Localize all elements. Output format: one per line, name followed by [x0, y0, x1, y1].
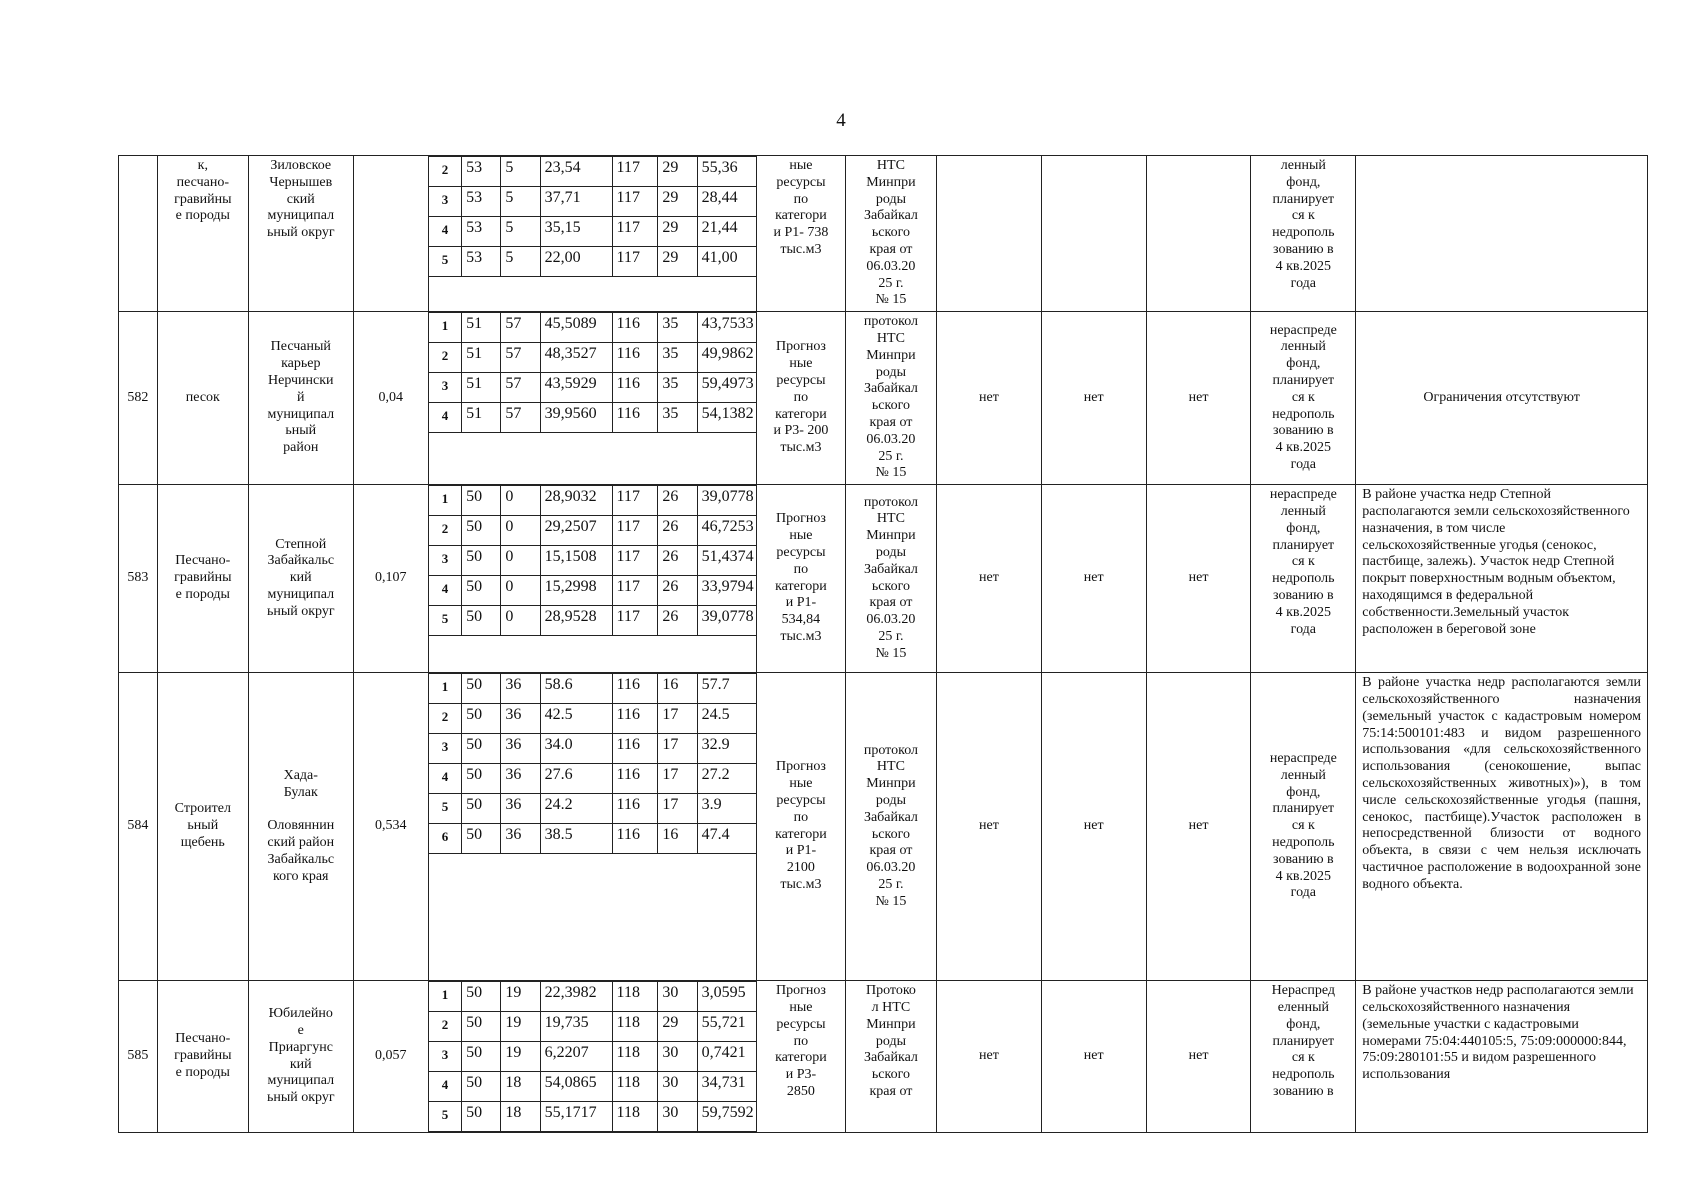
resources-table	[118, 155, 1648, 1133]
lon-seconds: 21,44	[697, 217, 756, 247]
lon-degrees: 117	[612, 576, 658, 606]
lat-degrees: 50	[462, 546, 501, 576]
lon-minutes: 26	[658, 606, 697, 636]
coordinate-row	[429, 343, 756, 373]
lat-seconds: 45,5089	[540, 313, 612, 343]
lat-seconds: 19,735	[540, 1012, 612, 1042]
lat-minutes: 0	[501, 546, 540, 576]
lon-seconds: 57.7	[697, 674, 756, 704]
coordinate-row	[429, 486, 756, 516]
coordinate-row	[429, 674, 756, 704]
lat-degrees: 50	[462, 516, 501, 546]
lat-degrees: 50	[462, 704, 501, 734]
restriction-2: нет	[1083, 389, 1104, 405]
lat-minutes: 36	[501, 704, 540, 734]
mineral-type: Песчано- гравийны е породы	[174, 553, 232, 603]
area: 0,534	[375, 818, 407, 834]
coordinate-row	[429, 1012, 756, 1042]
resources: Прогноз ные ресурсы по категори и Р1- 534,84 тыс.м3	[775, 511, 827, 645]
protocol: протокол НТС Минпри роды Забайкал ьского края от 06.03.20 25 г. № 15	[863, 314, 918, 481]
lat-minutes: 18	[501, 1102, 540, 1132]
point-number: 1	[429, 674, 462, 704]
lat-minutes: 0	[501, 486, 540, 516]
lat-minutes: 0	[501, 516, 540, 546]
lon-degrees: 116	[612, 764, 658, 794]
coordinate-table	[429, 673, 756, 854]
point-number: 5	[429, 794, 462, 824]
page-number: 4	[836, 110, 846, 131]
coordinate-row	[429, 546, 756, 576]
coordinate-row	[429, 1042, 756, 1072]
area	[354, 232, 428, 236]
table-row	[119, 156, 1648, 312]
protocol: протокол НТС Минпри роды Забайкал ьского края от 06.03.20 25 г. № 15	[863, 494, 918, 661]
lon-seconds: 24.5	[697, 704, 756, 734]
lat-seconds: 55,1717	[540, 1102, 612, 1132]
lon-seconds: 3.9	[697, 794, 756, 824]
lat-degrees: 50	[462, 486, 501, 516]
lat-degrees: 50	[462, 734, 501, 764]
lon-seconds: 33,9794	[697, 576, 756, 606]
lon-degrees: 118	[612, 1042, 658, 1072]
lat-minutes: 18	[501, 1072, 540, 1102]
notes: В районе участка недр Степной располагаются земли сельскохозяйственного назначения, в том числе сельскохозяйственные угодья (сенокос, пастбище, залежь). Участок недр Степной покрыт поверхностным водным объектом, находящимся в федеральной собственности.Земельный участок расположен в береговой зоне	[1362, 487, 1630, 637]
restriction-1: нет	[978, 818, 999, 834]
coordinates	[428, 673, 756, 981]
lat-degrees: 50	[462, 1042, 501, 1072]
point-number: 3	[429, 373, 462, 403]
location: Степной Забайкальс кий муниципал ьный округ	[266, 536, 335, 619]
lat-seconds: 42.5	[540, 704, 612, 734]
coordinates	[428, 312, 756, 485]
coordinate-row	[429, 403, 756, 433]
lat-seconds: 15,1508	[540, 546, 612, 576]
coordinates	[428, 156, 756, 312]
row-number: 585	[127, 1048, 149, 1064]
location: Хада- Булак Оловяннин ский район Забайкальс кого края	[267, 767, 335, 884]
lat-minutes: 19	[501, 1042, 540, 1072]
coordinate-row	[429, 187, 756, 217]
lat-degrees: 53	[462, 157, 501, 187]
lat-seconds: 22,3982	[540, 982, 612, 1012]
lon-minutes: 29	[658, 247, 697, 277]
coordinate-row	[429, 734, 756, 764]
point-number: 5	[429, 247, 462, 277]
fund-status: нераспреде ленный фонд, планирует ся к недрополь зованию в 4 кв.2025 года	[1269, 487, 1337, 637]
lon-minutes: 30	[658, 1042, 697, 1072]
lat-degrees: 50	[462, 1102, 501, 1132]
lon-degrees: 117	[612, 546, 658, 576]
coordinate-row	[429, 1072, 756, 1102]
lat-seconds: 48,3527	[540, 343, 612, 373]
coordinates	[428, 981, 756, 1133]
lat-minutes: 0	[501, 606, 540, 636]
lat-seconds: 58.6	[540, 674, 612, 704]
lon-seconds: 55,721	[697, 1012, 756, 1042]
lon-seconds: 41,00	[697, 247, 756, 277]
lat-minutes: 57	[501, 403, 540, 433]
lon-seconds: 34,731	[697, 1072, 756, 1102]
coordinate-row	[429, 982, 756, 1012]
lat-degrees: 51	[462, 373, 501, 403]
location: Юбилейно е Приаргунс кий муниципал ьный округ	[266, 1006, 335, 1106]
coordinate-row	[429, 704, 756, 734]
restriction-3: нет	[1188, 389, 1209, 405]
row-number: 583	[127, 570, 149, 586]
lat-minutes: 57	[501, 343, 540, 373]
lat-minutes: 36	[501, 824, 540, 854]
lon-degrees: 116	[612, 704, 658, 734]
table-row	[119, 673, 1648, 981]
mineral-type: к, песчано- гравийны е породы	[174, 158, 232, 224]
coordinate-row	[429, 373, 756, 403]
resources: ные ресурсы по категори и Р1- 738 тыс.м3	[773, 158, 829, 257]
row-number: 582	[127, 389, 149, 405]
lat-seconds: 28,9032	[540, 486, 612, 516]
lat-seconds: 24.2	[540, 794, 612, 824]
lat-seconds: 15,2998	[540, 576, 612, 606]
lon-degrees: 117	[612, 247, 658, 277]
coordinate-table	[429, 981, 756, 1132]
lon-seconds: 32.9	[697, 734, 756, 764]
lon-minutes: 35	[658, 403, 697, 433]
mineral-type: Песчано- гравийны е породы	[174, 1031, 232, 1081]
lon-degrees: 118	[612, 1072, 658, 1102]
restriction-2: нет	[1083, 570, 1104, 586]
point-number: 1	[429, 982, 462, 1012]
resources: Прогноз ные ресурсы по категори и Р3- 2850	[775, 983, 827, 1099]
point-number: 4	[429, 576, 462, 606]
lon-degrees: 117	[612, 217, 658, 247]
lon-degrees: 117	[612, 606, 658, 636]
coordinate-table	[429, 485, 756, 636]
lon-degrees: 116	[612, 373, 658, 403]
resources: Прогноз ные ресурсы по категори и Р1- 2100 тыс.м3	[775, 759, 827, 893]
restriction-2: нет	[1083, 1048, 1104, 1064]
lat-minutes: 36	[501, 794, 540, 824]
lon-minutes: 16	[658, 824, 697, 854]
lon-minutes: 26	[658, 516, 697, 546]
fund-status: нераспреде ленный фонд, планирует ся к недрополь зованию в 4 кв.2025 года	[1269, 751, 1337, 901]
row-number: 584	[127, 818, 149, 834]
lat-degrees: 50	[462, 1072, 501, 1102]
lon-minutes: 26	[658, 486, 697, 516]
point-number: 2	[429, 343, 462, 373]
lon-seconds: 55,36	[697, 157, 756, 187]
restriction-1: нет	[978, 1048, 999, 1064]
lat-degrees: 50	[462, 982, 501, 1012]
restriction-3: нет	[1188, 570, 1209, 586]
coordinate-row	[429, 313, 756, 343]
lat-seconds: 6,2207	[540, 1042, 612, 1072]
restriction-3: нет	[1188, 818, 1209, 834]
lat-degrees: 51	[462, 313, 501, 343]
lon-minutes: 35	[658, 373, 697, 403]
resources: Прогноз ные ресурсы по категори и Р3- 200 тыс.м3	[773, 339, 829, 456]
lon-seconds: 28,44	[697, 187, 756, 217]
lat-seconds: 39,9560	[540, 403, 612, 433]
point-number: 4	[429, 1072, 462, 1102]
point-number: 4	[429, 217, 462, 247]
lat-minutes: 57	[501, 373, 540, 403]
lon-minutes: 17	[658, 794, 697, 824]
lon-degrees: 118	[612, 982, 658, 1012]
lat-minutes: 57	[501, 313, 540, 343]
mineral-type: песок	[185, 389, 220, 405]
coordinate-row	[429, 764, 756, 794]
lat-minutes: 5	[501, 217, 540, 247]
lat-degrees: 50	[462, 674, 501, 704]
notes	[1356, 232, 1647, 236]
coordinate-row	[429, 247, 756, 277]
lat-degrees: 50	[462, 794, 501, 824]
lon-degrees: 118	[612, 1012, 658, 1042]
coordinate-table	[429, 312, 756, 433]
coordinate-row	[429, 576, 756, 606]
protocol: НТС Минпри роды Забайкал ьского края от 06.03.20 25 г. № 15	[863, 158, 918, 308]
point-number: 3	[429, 546, 462, 576]
lat-seconds: 27.6	[540, 764, 612, 794]
mineral-type: Строител ьный щебень	[174, 801, 231, 851]
table-row	[119, 485, 1648, 673]
point-number: 3	[429, 1042, 462, 1072]
lon-seconds: 46,7253	[697, 516, 756, 546]
table-row	[119, 312, 1648, 485]
lat-minutes: 5	[501, 187, 540, 217]
restriction-1: нет	[978, 570, 999, 586]
lon-degrees: 116	[612, 794, 658, 824]
lat-minutes: 19	[501, 1012, 540, 1042]
lon-minutes: 29	[658, 157, 697, 187]
point-number: 2	[429, 1012, 462, 1042]
point-number: 4	[429, 403, 462, 433]
lat-minutes: 36	[501, 734, 540, 764]
lon-seconds: 59,4973	[697, 373, 756, 403]
lat-minutes: 0	[501, 576, 540, 606]
lon-degrees: 117	[612, 516, 658, 546]
coordinate-table	[429, 156, 756, 277]
point-number: 5	[429, 606, 462, 636]
coordinate-row	[429, 217, 756, 247]
restriction-3: нет	[1188, 1048, 1209, 1064]
lon-minutes: 30	[658, 1102, 697, 1132]
lat-degrees: 53	[462, 187, 501, 217]
notes: В районе участков недр располагаются земли сельскохозяйственного назначения (земельные участки с кадастровыми номерами 75:04:440105:5, 75:09:000000:844, 75:09:280101:55 и видом разрешенного использования	[1362, 983, 1634, 1083]
coordinate-row	[429, 606, 756, 636]
lat-minutes: 19	[501, 982, 540, 1012]
lat-minutes: 5	[501, 247, 540, 277]
lon-degrees: 116	[612, 313, 658, 343]
lat-seconds: 22,00	[540, 247, 612, 277]
protocol: протокол НТС Минпри роды Забайкал ьского края от 06.03.20 25 г. № 15	[863, 742, 918, 909]
lon-degrees: 116	[612, 403, 658, 433]
restriction-2: нет	[1083, 818, 1104, 834]
row-number	[119, 156, 157, 160]
lon-minutes: 35	[658, 313, 697, 343]
notes: В районе участка недр располагаются земли сельскохозяйственного назначения (земельный участок с кадастровым номером 75:14:500101:483 и видом разрешенного использования «для сельскохозяйственного использования (сенокошение, выпас сельскохозяйственных животных)»), в том числе сельскохозяйственные угодья (пашня, сенокос, пастбище).Участок расположен в непосредственной близости от водного объекта, в связи с чем нельзя исключать частичное расположение в водоохранной зоне водного объекта.	[1362, 675, 1641, 892]
lon-degrees: 116	[612, 734, 658, 764]
lat-degrees: 51	[462, 343, 501, 373]
restriction-3	[1147, 232, 1251, 236]
lat-seconds: 37,71	[540, 187, 612, 217]
lat-minutes: 36	[501, 674, 540, 704]
lon-minutes: 30	[658, 982, 697, 1012]
lat-degrees: 51	[462, 403, 501, 433]
lat-minutes: 5	[501, 157, 540, 187]
point-number: 2	[429, 704, 462, 734]
lon-seconds: 54,1382	[697, 403, 756, 433]
coordinate-row	[429, 794, 756, 824]
lon-degrees: 116	[612, 824, 658, 854]
lon-minutes: 17	[658, 764, 697, 794]
point-number: 3	[429, 734, 462, 764]
lon-seconds: 39,0778	[697, 606, 756, 636]
area: 0,04	[378, 389, 404, 405]
lon-degrees: 117	[612, 187, 658, 217]
coordinates	[428, 485, 756, 673]
lon-minutes: 29	[658, 187, 697, 217]
lat-degrees: 50	[462, 1012, 501, 1042]
lat-seconds: 54,0865	[540, 1072, 612, 1102]
lon-seconds: 47.4	[697, 824, 756, 854]
notes: Ограничения отсутствуют	[1423, 389, 1580, 405]
lat-degrees: 50	[462, 606, 501, 636]
lon-degrees: 117	[612, 486, 658, 516]
lon-seconds: 3,0595	[697, 982, 756, 1012]
lat-seconds: 29,2507	[540, 516, 612, 546]
coordinate-row	[429, 157, 756, 187]
lat-seconds: 34.0	[540, 734, 612, 764]
point-number: 1	[429, 313, 462, 343]
point-number: 2	[429, 516, 462, 546]
table-row	[119, 981, 1648, 1133]
lat-degrees: 53	[462, 247, 501, 277]
lat-degrees: 50	[462, 764, 501, 794]
lon-seconds: 27.2	[697, 764, 756, 794]
coordinate-row	[429, 516, 756, 546]
point-number: 6	[429, 824, 462, 854]
lon-degrees: 117	[612, 157, 658, 187]
location: Зиловское Чернышев ский муниципал ьный округ	[266, 158, 335, 241]
point-number: 3	[429, 187, 462, 217]
lon-seconds: 43,7533	[697, 313, 756, 343]
lon-minutes: 16	[658, 674, 697, 704]
area: 0,107	[375, 570, 407, 586]
point-number: 5	[429, 1102, 462, 1132]
restriction-2	[1042, 232, 1146, 236]
lon-minutes: 17	[658, 734, 697, 764]
lat-seconds: 38.5	[540, 824, 612, 854]
lon-degrees: 118	[612, 1102, 658, 1132]
lon-seconds: 49,9862	[697, 343, 756, 373]
location: Песчаный карьер Нерчински й муниципал ьный район	[267, 339, 335, 456]
lon-seconds: 39,0778	[697, 486, 756, 516]
lat-minutes: 36	[501, 764, 540, 794]
lon-seconds: 59,7592	[697, 1102, 756, 1132]
lat-seconds: 28,9528	[540, 606, 612, 636]
fund-status: ленный фонд, планирует ся к недрополь зованию в 4 кв.2025 года	[1272, 158, 1335, 291]
lon-minutes: 17	[658, 704, 697, 734]
coordinate-row	[429, 824, 756, 854]
lon-seconds: 0,7421	[697, 1042, 756, 1072]
fund-status: Нераспред еленный фонд, планирует ся к недрополь зованию в	[1271, 983, 1336, 1099]
lon-degrees: 116	[612, 674, 658, 704]
point-number: 1	[429, 486, 462, 516]
lat-degrees: 50	[462, 824, 501, 854]
area: 0,057	[375, 1048, 407, 1064]
lat-seconds: 43,5929	[540, 373, 612, 403]
protocol: Протоко л НТС Минпри роды Забайкал ьского края от	[863, 983, 918, 1099]
lat-seconds: 23,54	[540, 157, 612, 187]
fund-status: нераспреде ленный фонд, планирует ся к недрополь зованию в 4 кв.2025 года	[1269, 322, 1337, 472]
lon-degrees: 116	[612, 343, 658, 373]
point-number: 2	[429, 157, 462, 187]
lat-seconds: 35,15	[540, 217, 612, 247]
lon-minutes: 29	[658, 217, 697, 247]
lon-minutes: 30	[658, 1072, 697, 1102]
lat-degrees: 50	[462, 576, 501, 606]
lon-seconds: 51,4374	[697, 546, 756, 576]
restriction-1	[937, 232, 1041, 236]
lon-minutes: 29	[658, 1012, 697, 1042]
lat-degrees: 53	[462, 217, 501, 247]
point-number: 4	[429, 764, 462, 794]
coordinate-row	[429, 1102, 756, 1132]
lon-minutes: 35	[658, 343, 697, 373]
restriction-1: нет	[978, 389, 999, 405]
lon-minutes: 26	[658, 576, 697, 606]
lon-minutes: 26	[658, 546, 697, 576]
